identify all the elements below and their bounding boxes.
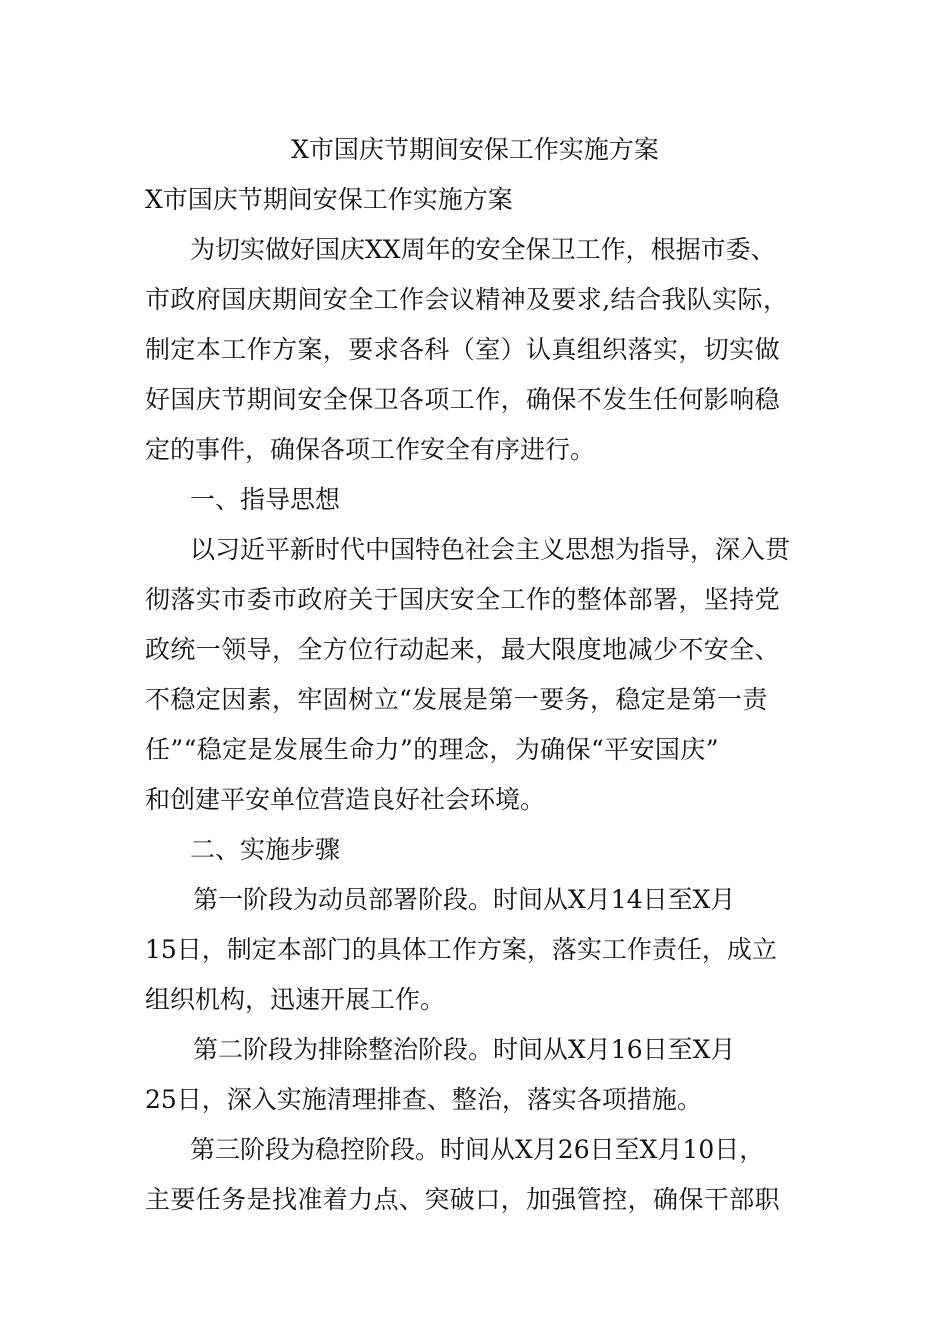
- section1-line: 和创建平安单位营造良好社会环境。: [145, 785, 546, 814]
- section1-line: 彻落实市委市政府关于国庆安全工作的整体部署，坚持党: [145, 585, 781, 614]
- stage3-line: 第三阶段为稳控阶段。时间从X月26日至X月10日，: [190, 1135, 765, 1164]
- document-subtitle: X市国庆节期间安保工作实施方案: [145, 185, 513, 214]
- intro-line: 为切实做好国庆XX周年的安全保卫工作，根据市委、: [190, 235, 776, 264]
- stage2-line: 第二阶段为排除整治阶段。时间从X月16日至X月: [193, 1035, 736, 1064]
- stage2-line: 25日，深入实施清理排查、整治，落实各项措施。: [145, 1085, 702, 1114]
- intro-line: 好国庆节期间安全保卫各项工作，确保不发生任何影响稳: [145, 385, 781, 414]
- document-title: X市国庆节期间安保工作实施方案: [291, 135, 659, 164]
- intro-line: 市政府国庆期间安全工作会议精神及要求,结合我队实际，: [145, 285, 789, 314]
- section-heading: 二、实施步骤: [190, 835, 341, 864]
- stage1-line: 第一阶段为动员部署阶段。时间从X月14日至X月: [193, 885, 736, 914]
- section1-line: 不稳定因素，牢固树立“发展是第一要务，稳定是第一责: [145, 685, 768, 714]
- section1-line: 政统一领导，全方位行动起来，最大限度地减少不安全、: [145, 635, 781, 664]
- section1-line: 以习近平新时代中国特色社会主义思想为指导，深入贯: [190, 535, 791, 564]
- stage1-line: 组织机构，迅速开展工作。: [145, 985, 446, 1014]
- stage1-line: 15日，制定本部门的具体工作方案，落实工作责任，成立: [145, 935, 777, 964]
- intro-line: 制定本工作方案，要求各科（室）认真组织落实，切实做: [145, 335, 781, 364]
- intro-line: 定的事件，确保各项工作安全有序进行。: [145, 435, 596, 464]
- stage3-line: 主要任务是找准着力点、突破口，加强管控，确保干部职: [145, 1185, 781, 1214]
- section1-line: 任”“稳定是发展生命力”的理念，为确保“平安国庆”: [145, 735, 719, 764]
- section-heading: 一、指导思想: [190, 485, 341, 514]
